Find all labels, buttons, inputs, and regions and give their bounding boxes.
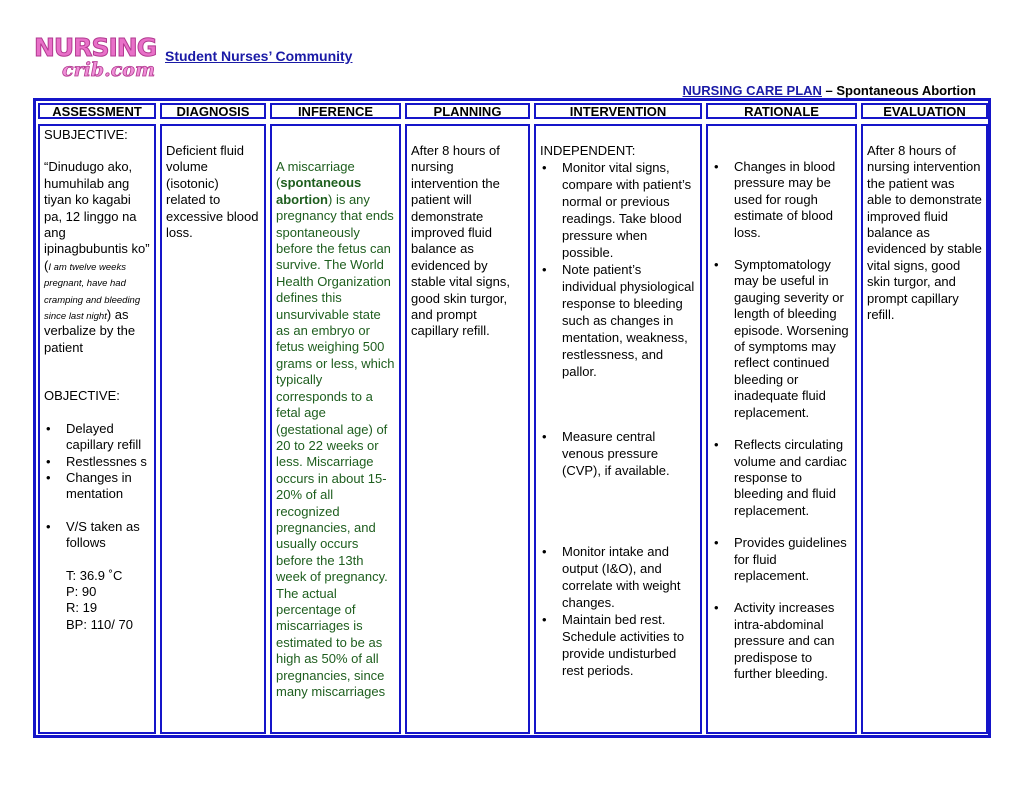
- community-link[interactable]: Student Nurses’ Community: [165, 48, 353, 64]
- objective-label: OBJECTIVE:: [44, 388, 120, 404]
- objective-item: • Changes in mentation: [46, 469, 132, 502]
- rationale-item: • Changes in blood pressure may be used for rough estimate of blood loss.: [714, 159, 836, 240]
- diagnosis-text: Deficient fluid volume (isotonic) related to excessive blood loss.: [166, 143, 259, 241]
- assessment-cell: [38, 124, 156, 734]
- vital-bp: BP: 110/ 70: [66, 616, 133, 632]
- header-evaluation: EVALUATION: [861, 103, 988, 119]
- rationale-item: • Provides guidelines for fluid replacement.: [714, 535, 847, 583]
- intervention-item: • Maintain bed rest. Schedule activities to provide undisturbed rest periods.: [542, 612, 685, 679]
- logo-text-bottom: crib.com: [62, 59, 156, 80]
- header-inference: INFERENCE: [270, 103, 401, 119]
- intervention-item: • Monitor vital signs, compare with patient’s normal or previous readings. Take blood pressure when possible.: [542, 160, 692, 261]
- bullet-icon: •: [46, 469, 51, 485]
- vital-temp: T: 36.9 ˚C: [66, 567, 123, 583]
- bullet-icon: •: [542, 160, 547, 176]
- inference-cell: [270, 124, 401, 734]
- care-plan-link[interactable]: NURSING CARE PLAN: [682, 83, 822, 98]
- independent-label: INDEPENDENT:: [540, 143, 636, 158]
- document-title: [683, 83, 976, 98]
- bullet-icon: •: [46, 420, 51, 436]
- intervention-item: • Measure central venous pressure (CVP), if available.: [542, 429, 670, 479]
- vitals-intro: • V/S taken as follows T: 36.9 ˚C P: 90 R: 19 BP: 110/ 70: [44, 519, 150, 633]
- planning-cell: [405, 124, 530, 734]
- subjective-label: SUBJECTIVE:: [44, 127, 128, 142]
- objective-item: • Delayed capillary refill: [46, 420, 142, 453]
- bullet-icon: •: [46, 453, 51, 469]
- header-diagnosis: DIAGNOSIS: [160, 103, 266, 119]
- bullet-icon: •: [714, 535, 719, 551]
- bullet-icon: •: [542, 429, 547, 445]
- inference-bold-term: spontaneous abortion: [276, 175, 362, 207]
- subjective-quote: [44, 159, 150, 356]
- vitals-list: [44, 519, 150, 633]
- intervention-list: [540, 159, 696, 679]
- nursingcrib-logo: [32, 34, 160, 80]
- intervention-cell: [534, 124, 702, 734]
- rationale-cell: [706, 124, 857, 734]
- bullet-icon: •: [542, 544, 547, 560]
- header-intervention: INTERVENTION: [534, 103, 702, 119]
- bullet-icon: •: [542, 262, 547, 278]
- vital-resp: R: 19: [66, 600, 98, 616]
- evaluation-text: After 8 hours of nursing intervention the patient was able to demonstrate improved fluid balance as evidenced by stable vital signs, good skin turgor, and prompt capillary refill.: [867, 143, 982, 323]
- header-planning: PLANNING: [405, 103, 530, 119]
- bullet-icon: •: [714, 437, 719, 453]
- logo-text-top: NURSING: [34, 34, 157, 62]
- rationale-item: • Activity increases intra-abdominal pressure and can predispose to further bleeding.: [714, 600, 835, 681]
- diagnosis-cell: [160, 124, 266, 734]
- rationale-item: • Reflects circulating volume and cardiac response to bleeding and fluid replacement.: [714, 437, 847, 518]
- rationale-item: • Symptomatology may be useful in gauging severity or length of bleeding episode. Worsening of symptoms may reflect continued bleeding or inadequate fluid replacement.: [714, 257, 849, 420]
- intervention-item: • Monitor intake and output (I&O), and correlate with weight changes.: [542, 544, 681, 611]
- header-assessment: ASSESSMENT: [38, 103, 156, 119]
- intervention-item: • Note patient’s individual physiological response to bleeding such as changes in mentation, weakness, restlessness, and pallor.: [542, 262, 695, 380]
- bullet-icon: •: [46, 518, 51, 534]
- bullet-icon: •: [714, 257, 719, 273]
- rationale-list: [712, 159, 851, 682]
- header-rationale: RATIONALE: [706, 103, 857, 119]
- bullet-icon: •: [714, 600, 719, 616]
- inference-text: A miscarriage (spontaneous abortion) is any pregnancy that ends spontaneously before the fetus can survive. The World Health Organization defines this unsurvivable state as an embryo or fetus weighing 500 grams or less, which typically corresponds to a fetal age (gestational age) of 20 to 22 weeks or less. Miscarriage occurs in about 15-20% of all recognized pregnancies, and usually occurs before the 13th week of pregnancy. The actual percentage of miscarriages is estimated to be as high as 50% of all pregnancies, since many miscarriages: [276, 159, 395, 699]
- title-topic: – Spontaneous Abortion: [821, 83, 976, 98]
- quote-start: “Dinudugo ako, humuhilab ang tiyan ko kagabi pa, 12 linggo na ang ipinagbubuntis ko” (: [44, 159, 150, 273]
- quote-end: ) as verbalize by the patient: [44, 307, 136, 355]
- objective-item: • Restlessnes s: [46, 453, 147, 469]
- bullet-icon: •: [714, 159, 719, 174]
- planning-text: After 8 hours of nursing intervention the patient will demonstrate improved fluid balance as evidenced by stable vital signs, good skin turgor, and prompt capillary refill.: [411, 143, 510, 339]
- quote-translation: I am twelve weeks pregnant, have had cramping and bleeding since last night: [44, 261, 141, 323]
- evaluation-cell: [861, 124, 988, 734]
- vital-pulse: P: 90: [66, 583, 97, 599]
- objective-list: [44, 421, 150, 503]
- bullet-icon: •: [542, 612, 547, 628]
